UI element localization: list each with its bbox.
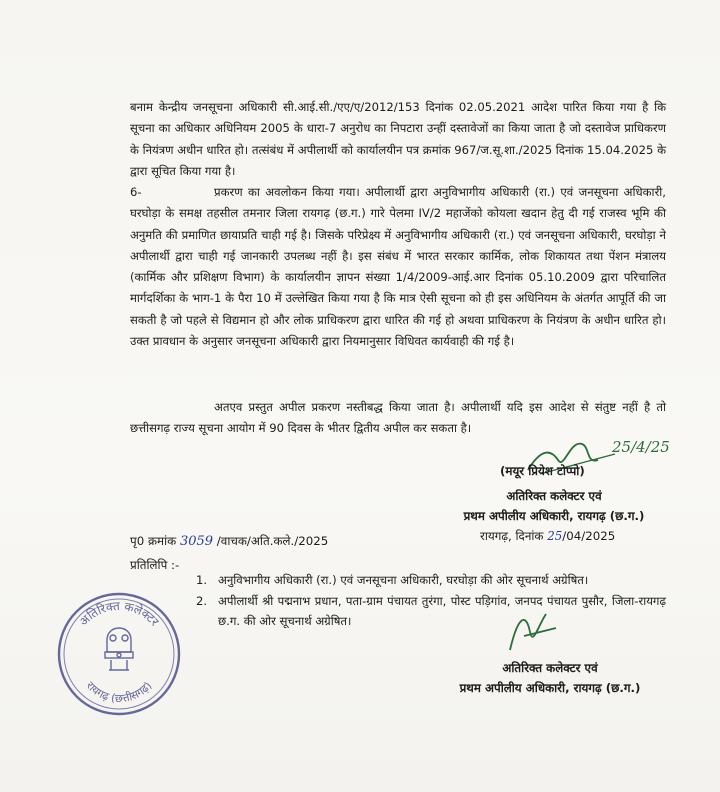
handwritten-day: 25 — [547, 529, 563, 543]
copy-to-list — [196, 570, 666, 632]
paragraph-2-text: प्रकरण का अवलोकन किया गया। अपीलार्थी द्वारा अनुविभागीय अधिकारी (रा.) एवं जनसूचना अधिकारी, घरघोड़ा के समक्ष तहसील तमनार जिला रायगढ़ (छ.ग.) गारे पेलमा IV/2 महाजेंको कोयला खदान हेतु दी गई राजस्व भूमि की अनुमति की प्रमाणित छायाप्रति चाही गई है। जिसके परिप्रेक्ष्य में अनुविभागीय अधिकारी (रा.) एवं जनसूचना अधिकारी, घरघोड़ा ने अपीलार्थी द्वारा चाही गई जानकारी उपलब्ध नहीं है। इस संबंध में भारत सरकार कार्मिक, लोक शिकायत तथा पेंशन मंत्रालय (कार्मिक और प्रशिक्षण विभाग) के कार्यालयीन ज्ञापन संख्या 1/4/2009-आई.आर दिनांक 05.10.2009 द्वारा परिचालित मार्गदर्शिका के भाग-1 के पैरा 10 में उल्लेखित किया गया है कि मात्र ऐसी सूचना को ही इस अधिनियम के अंतर्गत आपूर्ति की जा सकती है जो पहले से विद्यमान हो और लोक प्राधिकरण द्वारा धारित की गई हो अथवा प्राधिकरण के नियंत्रण के अधीन धारित हो। उक्त प्रावधान के अनुसार जनसूचना अधिकारी द्वारा नियमानुसार विधिवत कार्यवाही की गई है। — [130, 185, 666, 349]
designation-line-2: प्रथम अपीलीय अधिकारी, रायगढ़ (छ.ग.) — [459, 681, 641, 695]
seal-bottom-text: रायगढ़ (छत्तीसगढ़) — [83, 679, 155, 706]
paragraph-1: बनाम केन्द्रीय जनसूचना अधिकारी सी.आई.सी./एए/ए/2012/153 दिनांक 02.05.2021 आदेश पारित किया गया है कि सूचना का अधिकार अधिनियम 2005 के धारा-7 अनुरोध का निपटारा उन्हीं दस्तावेजों का किया जाता है जो दस्तावेज प्राधिकरण के नियंत्रण अधीन धारित हो। तत्संबंध में अपीलार्थी को कार्यालयीन पत्र क्रमांक 967/ज.सू.शा./2025 दिनांक 15.04.2025 के द्वारा सूचित किया गया है। — [130, 100, 666, 178]
reference-number: पृ0 क्रमांक 3059 /वाचक/अति.कले./2025 — [130, 534, 329, 549]
seal-top-text: अतिरिक्त कलेक्टर — [76, 598, 162, 629]
list-item: 1. अनुविभागीय अधिकारी (रा.) एवं जनसूचना अधिकारी, घरघोड़ा की ओर सूचनार्थ अग्रेषित। — [196, 573, 589, 587]
signature-block-2 — [430, 658, 670, 698]
signatory-name: (मयूर प्रियेश टोप्पो) — [500, 464, 585, 478]
designation-line-1: अतिरिक्त कलेक्टर एवं — [506, 489, 602, 503]
list-item: 2. अपीलार्थी श्री पद्मनाभ प्रधान, पता-ग्राम पंचायत तुरंगा, पोस्ट पड़िगांव, जनपद पंचायत पुसौर, जिला-रायगढ़ छ.ग. की ओर सूचनार्थ अग्रेषित। — [196, 593, 666, 628]
designation-line-1: अतिरिक्त कलेक्टर एवं — [502, 661, 598, 675]
paragraph-2 — [130, 182, 666, 352]
signature-handwritten-date: 25/4/25 — [612, 438, 670, 456]
svg-text:रायगढ़ (छत्तीसगढ़) — [84, 679, 155, 705]
official-seal — [55, 590, 183, 718]
copy-to-label: प्रतिलिपि :- — [130, 558, 180, 572]
paragraph-2-number: 6- — [130, 185, 142, 199]
handwritten-ref-number: 3059 — [179, 534, 214, 549]
place-date: रायगढ़, दिनांक 25/04/2025 — [480, 529, 616, 543]
signature-mark-2 — [500, 606, 570, 658]
paragraph-3-text: अतएव प्रस्तुत अपील प्रकरण नस्तीबद्ध किया जाता है। अपीलार्थी यदि इस आदेश से संतुष्ट नहीं है तो छत्तीसगढ़ राज्य सूचना आयोग में 90 दिवस के भीतर द्वितीय अपील कर सकता है। — [130, 400, 666, 436]
emblem-icon — [105, 628, 133, 670]
designation-line-2: प्रथम अपीलीय अधिकारी, रायगढ़ (छ.ग.) — [463, 509, 645, 523]
signature-block-1 — [446, 486, 662, 526]
